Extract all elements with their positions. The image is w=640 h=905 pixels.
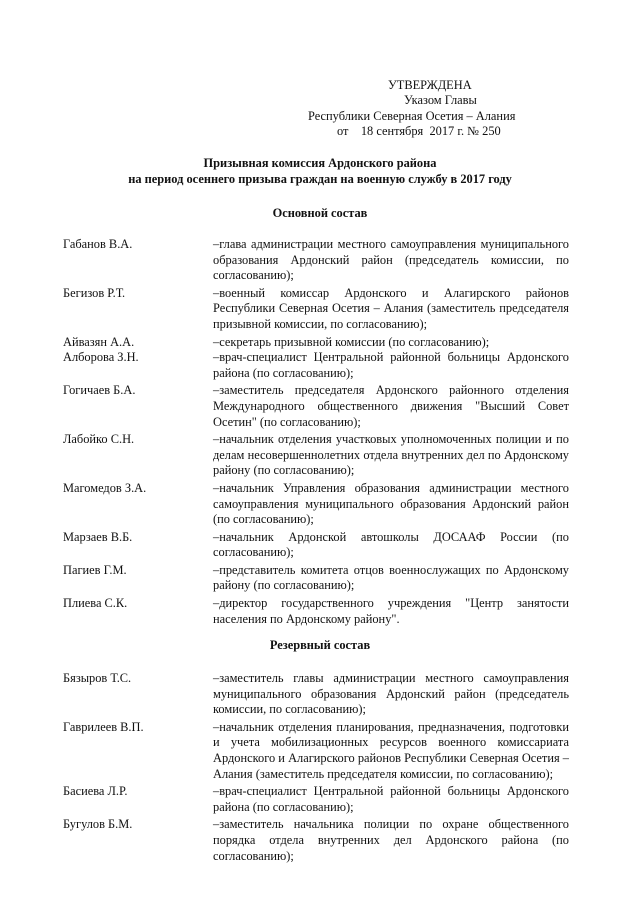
approval-line-date: от 18 сентября 2017 г. № 250 bbox=[337, 124, 501, 139]
member-role: –глава администрации местного самоуправления муниципального образования Ардонский район (председатель комиссии, по согласованию); bbox=[213, 237, 569, 283]
member-name: Бугулов Б.М. bbox=[63, 817, 133, 832]
member-row bbox=[0, 530, 640, 561]
member-name: Плиева С.К. bbox=[63, 596, 128, 611]
member-role: –заместитель начальника полиции по охране общественного порядка отдела внутренних дел Ардонского района (по согласованию); bbox=[213, 817, 569, 863]
member-name: Марзаев В.Б. bbox=[63, 529, 133, 544]
member-row bbox=[0, 237, 640, 284]
reserve-members-list bbox=[0, 671, 640, 864]
member-role: –заместитель председателя Ардонского районного отделения Международного общественного движения "Высший Совет Осетин" (по согласованию); bbox=[213, 383, 569, 429]
member-role: –секретарь призывной комиссии (по согласованию); bbox=[213, 334, 490, 349]
member-role: –врач-специалист Центральной районной больницы Ардонского района (по согласованию); bbox=[213, 350, 569, 380]
member-name: Габанов В.А. bbox=[63, 237, 133, 251]
member-role: –начальник отделения участковых уполномоченных полиции и по делам несовершеннолетних отдела внутренних дел по Ардонскому району (по согласованию); bbox=[213, 432, 569, 478]
member-name: Басиева Л.Р. bbox=[63, 784, 128, 799]
member-row bbox=[0, 784, 640, 815]
approval-line-decree: Указом Главы bbox=[404, 93, 477, 108]
member-row bbox=[0, 596, 640, 627]
document-title bbox=[0, 155, 640, 187]
reserve-section-heading: Резервный состав bbox=[269, 638, 371, 652]
member-name: Бязыров Т.С. bbox=[63, 671, 132, 685]
member-role: –военный комиссар Ардонского и Алагирского районов Республики Северная Осетия – Алания (заместитель председателя призывной комиссии, по согласованию); bbox=[213, 285, 569, 331]
member-name: Лабойко С.Н. bbox=[63, 432, 135, 447]
member-row bbox=[0, 335, 640, 351]
member-row bbox=[0, 286, 640, 333]
main-section-heading: Основной состав bbox=[272, 206, 368, 220]
member-role: –начальник отделения планирования, предназначения, подготовки и учета мобилизационных ресурсов военного комиссариата Ардонского и Алагирского районов Республики Северная Осетия – Алания (заместитель председателя комиссии, по согласованию); bbox=[213, 719, 569, 781]
member-name: Гаврилеев В.П. bbox=[63, 719, 144, 734]
approval-line-republic: Республики Северная Осетия – Алания bbox=[308, 108, 516, 123]
member-row bbox=[0, 563, 640, 594]
member-row bbox=[0, 720, 640, 782]
member-row bbox=[0, 432, 640, 479]
member-row bbox=[0, 817, 640, 864]
member-row bbox=[0, 671, 640, 718]
member-name: Гогичаев Б.А. bbox=[63, 383, 136, 398]
member-name: Алборова З.Н. bbox=[63, 350, 139, 365]
member-role: –заместитель главы администрации местного самоуправления муниципального образования Ардонский район (председатель комиссии, по согласованию); bbox=[213, 671, 569, 717]
document-title-line-2: на период осеннего призыва граждан на военную службу в 2017 году bbox=[128, 172, 512, 186]
member-name: Пагиев Г.М. bbox=[63, 562, 127, 577]
member-role: –врач-специалист Центральной районной больницы Ардонского района (по согласованию); bbox=[213, 784, 569, 814]
member-row bbox=[0, 383, 640, 430]
approval-heading: УТВЕРЖДЕНА bbox=[388, 78, 472, 92]
member-row bbox=[0, 481, 640, 528]
member-role: –директор государственного учреждения "Центр занятости населения по Ардонскому району". bbox=[213, 596, 569, 626]
member-name: Айвазян А.А. bbox=[63, 334, 135, 349]
member-name: Бегизов Р.Т. bbox=[63, 285, 126, 300]
member-row bbox=[0, 350, 640, 381]
member-role: –начальник Управления образования администрации местного самоуправления муниципального образования Ардонский район (по согласованию); bbox=[213, 480, 569, 527]
document-title-line-1: Призывная комиссия Ардонского района bbox=[203, 156, 437, 170]
approval-stamp bbox=[300, 78, 600, 140]
member-role: –представитель комитета отцов военнослужащих по Ардонскому району (по согласованию); bbox=[213, 562, 569, 593]
member-role: –начальник Ардонской автошколы ДОСААФ России (по согласованию); bbox=[213, 529, 569, 560]
main-members-list bbox=[0, 237, 640, 627]
member-name: Магомедов З.А. bbox=[63, 480, 147, 495]
